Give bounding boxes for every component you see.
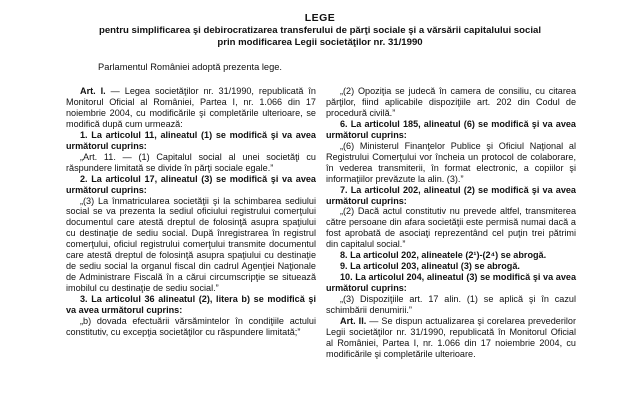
quote-7: „(2) Dacă actul constitutiv nu prevede altfel, transmiterea către persoane din afara societăţii este permisă numai dacă a fost aprobată de asociaţi reprezentând cel puţin trei pătrimi din capitalul social.” [326, 206, 576, 250]
point-2: 2. La articolul 17, alineatul (3) se modifică şi va avea următorul cuprins: [66, 173, 316, 195]
enactment-formula [98, 62, 282, 72]
article-2 [326, 316, 576, 360]
article-2-label: Art. II. [340, 316, 367, 327]
right-column [326, 86, 576, 360]
article-1 [66, 86, 316, 130]
subtitle-line-1: pentru simplificarea şi debirocratizarea transferului de părţi sociale şi a vărsării capitalului social [98, 25, 542, 36]
left-column [66, 86, 316, 338]
quote-6: „(6) Ministerul Finanţelor Publice şi Oficiul Naţional al Registrului Comerţului vor încheia un protocol de colaborare, în vederea transmiterii, în format electronic, a copiilor şi informaţiilor prevăzute la alin. (3).” [326, 140, 576, 184]
point-7: 7. La articolul 202, alineatul (2) se modifică şi va avea următorul cuprins: [326, 184, 576, 206]
point-1: 1. La articolul 11, alineatul (1) se modifică şi va avea următorul cuprins: [66, 129, 316, 151]
document-title: LEGE [304, 12, 336, 24]
quote-10: „(3) Dispoziţiile art. 17 alin. (1) se aplică şi în cazul schimbării denumirii.” [326, 294, 576, 316]
quote-continued: „(2) Opoziţia se judecă în camera de consiliu, cu citarea părţilor, fiind aplicabile dispoziţiile art. 202 din Codul de procedură civilă.” [326, 86, 576, 118]
quote-1: „Art. 11. — (1) Capitalul social al unei societăţi cu răspundere limitată se divide în părţi sociale egale.” [66, 151, 316, 173]
subtitle-line-2: prin modificarea Legii societăţilor nr. 31/1990 [217, 36, 423, 48]
enactment-text: adoptă prezenta lege. [189, 62, 282, 72]
quote-3: „b) dovada efectuării vărsămintelor în condiţiile actului constitutiv, cu excepţia societăţilor cu răspundere limitată;” [66, 316, 316, 337]
point-3: 3. La articolul 36 alineatul (2), litera b) se modifică şi va avea următorul cuprins: [66, 294, 316, 316]
point-8: 8. La articolul 202, alineatele (2¹)-(2⁴) se abrogă. [340, 250, 547, 261]
point-6: 6. La articolul 185, alineatul (6) se modifică şi va avea următorul cuprins: [326, 118, 576, 140]
article-2-text: — Se dispun actualizarea şi corelarea prevederilor Legii societăţilor nr. 31/1990, republicată în Monitorul Oficial al României, Partea I, nr. 1.066 din 17 noiembrie 2004, cu modificările şi completările ulterioare. [326, 316, 576, 359]
point-10: 10. La articolul 204, alineatul (3) se modifică şi va avea următorul cuprins: [326, 272, 576, 294]
enactment-subject: Parlamentul României [98, 62, 190, 72]
point-9: 9. La articolul 203, alineatul (3) se abrogă. [340, 261, 520, 272]
quote-2: „(3) La înmatricularea societăţii şi la schimbarea sediului social se va prezenta la sediul oficiului registrului comerţului documentul care atestă dreptul de folosinţă asupra spaţiului cu destinaţie de sediu social. După înregistrarea în registrul comerţului, oficiul registrului comerţului transmite documentul care atestă dreptul de folosinţă asupra spaţiului cu destinaţie de sediu social la organul fiscal din cadrul Agenţiei Naţionale de Administrare Fiscală în a cărui circumscripţie se situează imobilul cu destinaţie de sediu social.” [66, 195, 316, 294]
article-1-text: — Legea societăţilor nr. 31/1990, republicată în Monitorul Oficial al României, Partea I, nr. 1.066 din 17 noiembrie 2004, cu modificările şi completările ulterioare, se modifică după cum urmează: [66, 86, 316, 129]
article-1-label: Art. I. [80, 86, 106, 96]
document-subtitle [0, 25, 640, 48]
